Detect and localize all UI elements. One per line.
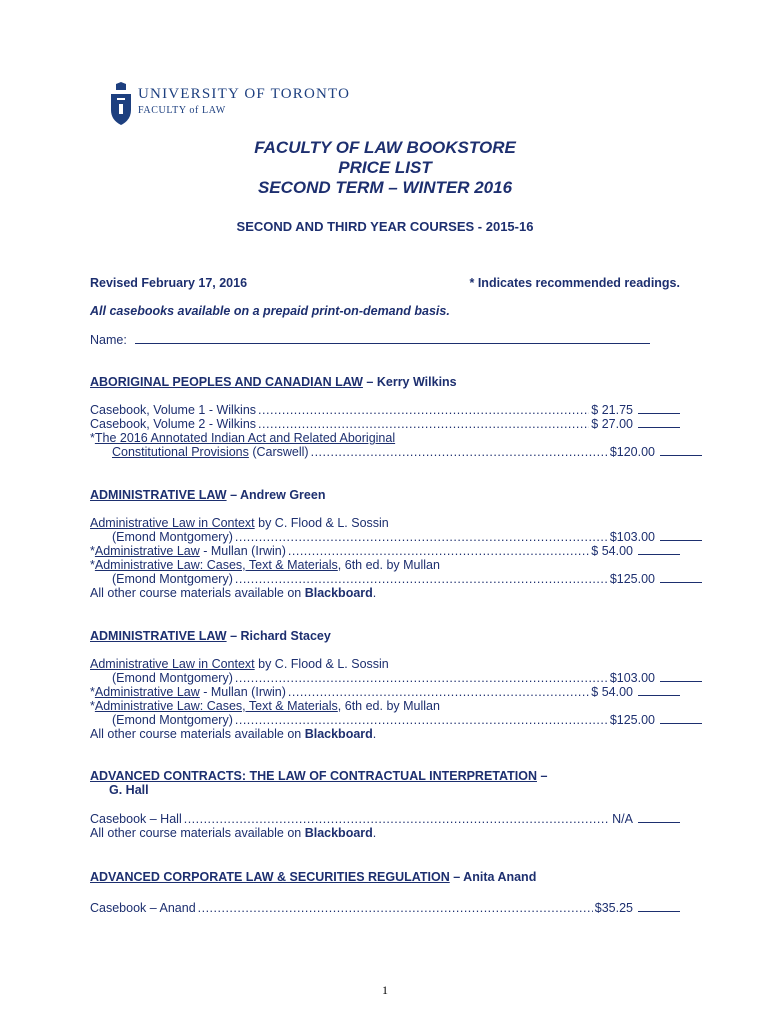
- price-row: *Administrative Law - Mullan (Irwin) ..... $ 54.00: [90, 685, 680, 699]
- price-row: Casebook – Anand ..... $35.25: [90, 901, 680, 915]
- page-title-line3: SECOND TERM – WINTER 2016: [257, 178, 513, 197]
- course-heading: ADMINISTRATIVE LAW – Andrew Green: [90, 488, 326, 502]
- book-title-line: *Administrative Law: Cases, Text & Materials, 6th ed. by Mullan: [90, 558, 440, 572]
- other-materials-note: All other course materials available on Blackboard.: [90, 826, 377, 840]
- university-logo: [108, 82, 351, 126]
- price-row: *Administrative Law - Mullan (Irwin) ..... $ 54.00: [90, 544, 680, 558]
- price-row: (Emond Montgomery) ..... $125.00: [90, 713, 702, 727]
- logo-subtitle: FACULTY of LAW: [138, 105, 226, 116]
- price-row: (Emond Montgomery) ..... $125.00: [90, 572, 702, 586]
- quantity-blank[interactable]: [638, 403, 680, 414]
- course-instructor: G. Hall: [109, 783, 149, 797]
- page-subtitle: SECOND AND THIRD YEAR COURSES - 2015-16: [236, 219, 534, 234]
- price-row: Casebook, Volume 2 - Wilkins ..... $ 27.00: [90, 417, 680, 431]
- course-heading: ADMINISTRATIVE LAW – Richard Stacey: [90, 629, 331, 643]
- course-heading: ADVANCED CONTRACTS: THE LAW OF CONTRACTUAL INTERPRETATION –: [90, 769, 548, 783]
- page-title-line1: FACULTY OF LAW BOOKSTORE: [254, 138, 516, 157]
- other-materials-note: All other course materials available on Blackboard.: [90, 727, 377, 741]
- logo-title: UNIVERSITY OF TORONTO: [138, 86, 351, 102]
- quantity-blank[interactable]: [638, 685, 680, 696]
- other-materials-note: All other course materials available on Blackboard.: [90, 586, 377, 600]
- casebook-note: All casebooks available on a prepaid print-on-demand basis.: [90, 304, 450, 318]
- quantity-blank[interactable]: [638, 544, 680, 555]
- quantity-blank[interactable]: [660, 713, 702, 724]
- quantity-blank[interactable]: [660, 530, 702, 541]
- book-title-line: Administrative Law in Context by C. Flood & L. Sossin: [90, 516, 389, 530]
- page-title-line2: PRICE LIST: [338, 158, 432, 177]
- price-row: Casebook – Hall ..... N/A: [90, 812, 680, 826]
- crest-icon: [108, 82, 134, 126]
- name-blank[interactable]: [135, 333, 650, 344]
- revised-date: Revised February 17, 2016 * Indicates recommended readings.: [90, 276, 680, 290]
- name-label: Name:: [90, 333, 127, 347]
- quantity-blank[interactable]: [638, 901, 680, 912]
- course-heading: ADVANCED CORPORATE LAW & SECURITIES REGULATION – Anita Anand: [90, 870, 537, 884]
- quantity-blank[interactable]: [660, 445, 702, 456]
- price-row: (Emond Montgomery) ..... $103.00: [90, 671, 702, 685]
- quantity-blank[interactable]: [660, 572, 702, 583]
- page-number: 1: [382, 983, 388, 997]
- book-title-line: *The 2016 Annotated Indian Act and Related Aboriginal: [90, 431, 396, 445]
- book-title-line: Administrative Law in Context by C. Flood & L. Sossin: [90, 657, 389, 671]
- name-field[interactable]: [90, 333, 680, 347]
- book-title-line: *Administrative Law: Cases, Text & Materials, 6th ed. by Mullan: [90, 699, 440, 713]
- quantity-blank[interactable]: [638, 812, 680, 823]
- price-row: Casebook, Volume 1 - Wilkins ..... $ 21.75: [90, 403, 680, 417]
- price-row: (Emond Montgomery) ..... $103.00: [90, 530, 702, 544]
- course-heading: ABORIGINAL PEOPLES AND CANADIAN LAW – Kerry Wilkins: [90, 375, 457, 389]
- recommended-note: * Indicates recommended readings.: [469, 276, 680, 290]
- quantity-blank[interactable]: [638, 417, 680, 428]
- quantity-blank[interactable]: [660, 671, 702, 682]
- price-row: Constitutional Provisions (Carswell) ..... $120.00: [90, 445, 702, 459]
